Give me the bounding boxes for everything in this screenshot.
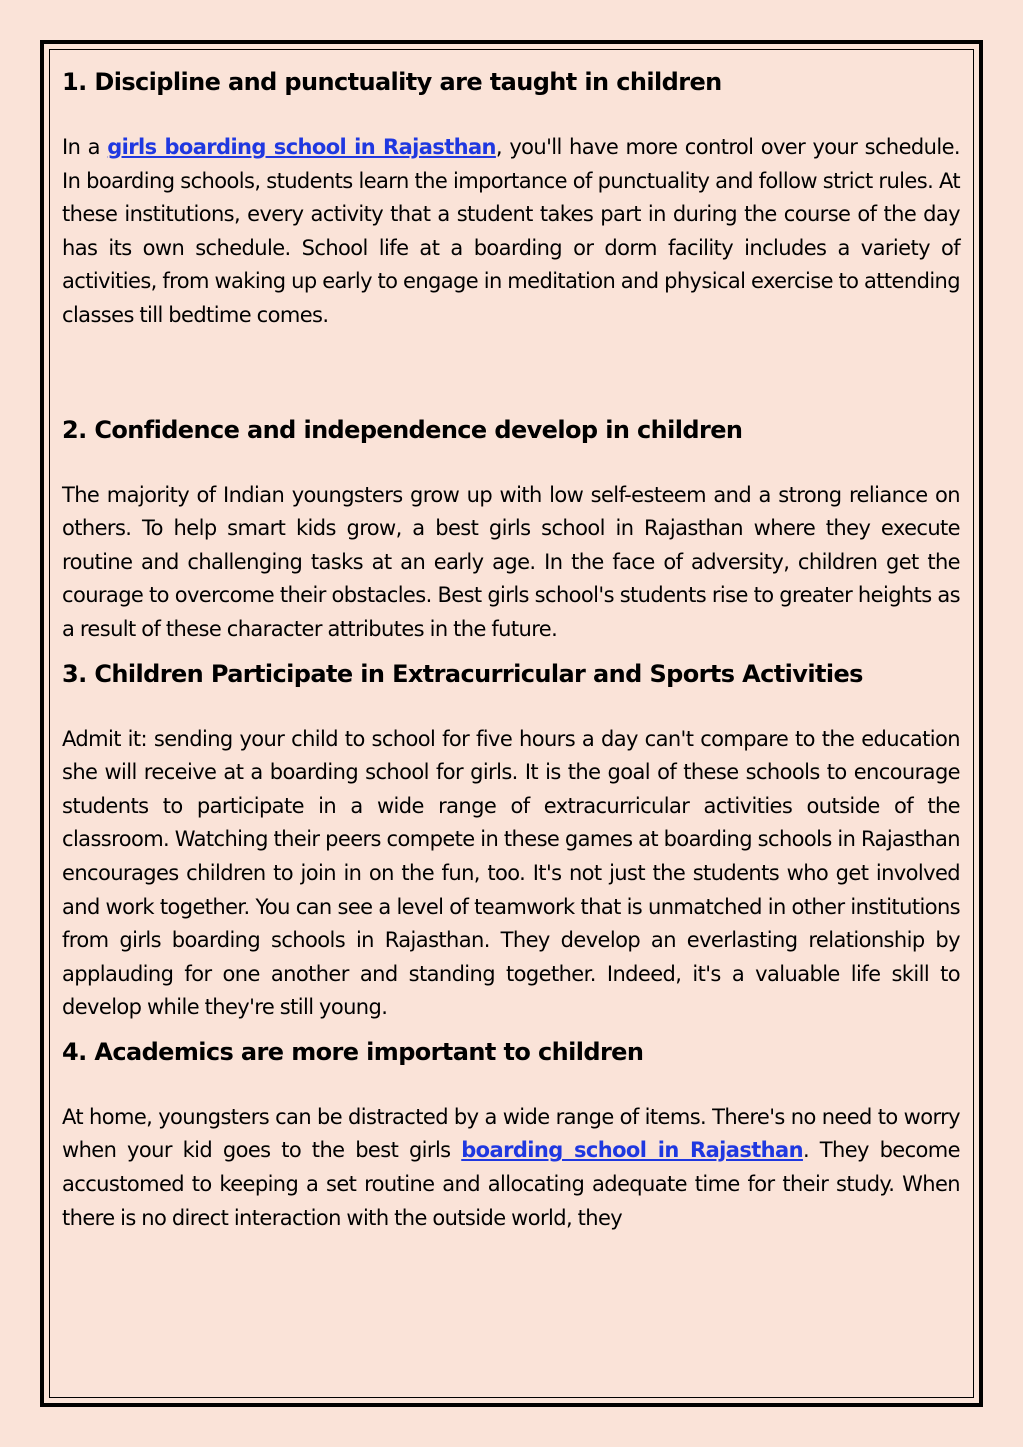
document-content	[62, 62, 960, 1235]
section-2-heading: 2. Confidence and independence develop in children	[62, 415, 743, 444]
section-4-paragraph	[62, 1101, 960, 1235]
boarding-school-link[interactable]: boarding school in Rajasthan	[461, 1138, 803, 1163]
section-1-paragraph	[62, 131, 960, 333]
section-1-text-before: In a	[62, 135, 108, 159]
section-4-text-after: . They become accustomed to keeping a set routine and allocating adequate time for their study. When there is no direct interaction with the outside world, they	[62, 1138, 960, 1230]
section-4-heading: 4. Academics are more important to children	[62, 1037, 644, 1066]
section-1-text-after: , you'll have more control over your schedule. In boarding schools, students learn the importance of punctuality and follow strict rules. At these institutions, every activity that a student takes part in during the course of the day has its own schedule. School life at a boarding or dorm facility includes a variety of activities, from waking up early to engage in meditation and physical exercise to attending classes till bedtime comes.	[62, 135, 960, 327]
girls-boarding-school-link[interactable]: girls boarding school in Rajasthan	[107, 135, 496, 159]
section-3-paragraph: Admit it: sending your child to school for five hours a day can't compare to the education she will receive at a boarding school for girls. It is the goal of these schools to encourage students to participate in a wide range of extracurricular activities outside of the classroom. Watching their peers compete in these games at boarding schools in Rajasthan encourages children to join in on the fun, too. It's not just the students who get involved and work together. You can see a level of teamwork that is unmatched in other institutions from girls boarding schools in Rajasthan. They develop an everlasting relationship by applauding for one another and standing together. Indeed, it's a valuable life skill to develop while they're still young.	[62, 726, 960, 1020]
section-3-heading: 3. Children Participate in Extracurricular and Sports Activities	[62, 659, 863, 688]
section-4-text-before: At home, youngsters can be distracted by a wide range of items. There's no need to worry when your kid goes to the best girls	[62, 1104, 960, 1163]
section-2-paragraph: The majority of Indian youngsters grow up with low self-esteem and a strong reliance on others. To help smart kids grow, a best girls school in Rajasthan where they execute routine and challenging tasks at an early age. In the face of adversity, children get the courage to overcome their obstacles. Best girls school's students rise to greater heights as a result of these character attributes in the future.	[62, 482, 960, 641]
section-1-heading: 1. Discipline and punctuality are taught in children	[62, 68, 722, 96]
